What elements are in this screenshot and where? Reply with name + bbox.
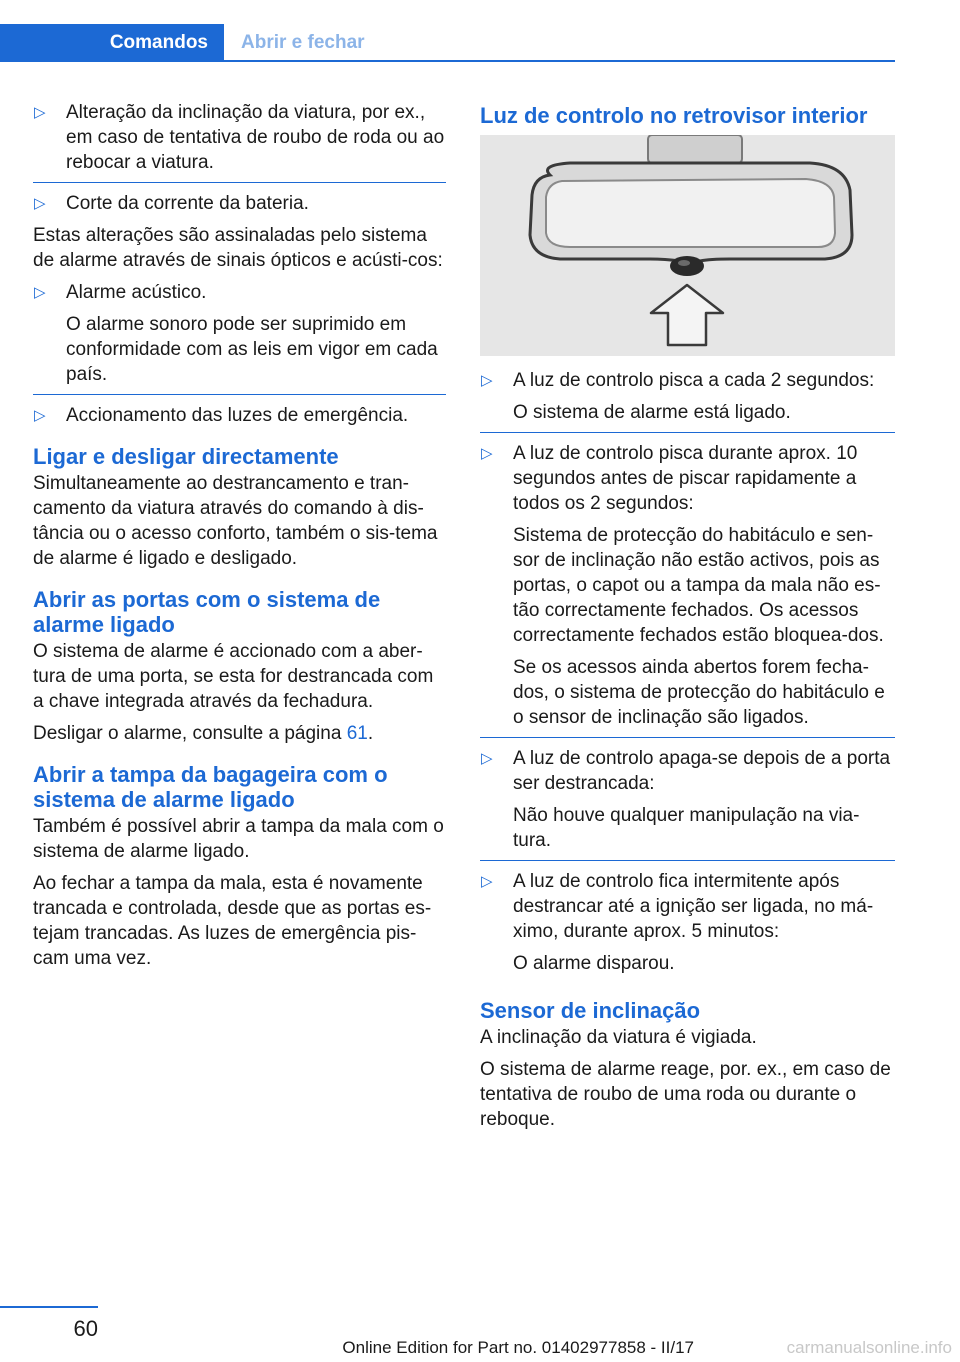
divider xyxy=(33,394,446,395)
mirror-illustration-svg xyxy=(480,135,895,356)
list-item-subtext: Se os acessos ainda abertos forem fecha‐dos, o sistema de protecção do habitáculo e o sensor de inclinação são ligados. xyxy=(513,657,885,728)
list-item xyxy=(33,100,446,175)
triangle-right-icon: ▷ xyxy=(481,750,493,767)
left-column xyxy=(33,100,446,978)
right-column xyxy=(480,100,895,1139)
reference-text: Desligar o alarme, consulte a página xyxy=(33,723,347,744)
page-footer xyxy=(0,1300,960,1362)
triangle-right-icon: ▷ xyxy=(34,284,46,301)
list-item-text: A luz de controlo apaga-se depois de a porta ser destrancada: xyxy=(513,748,891,794)
heading-trunk: Abrir a tampa da bagageira com o sistema de alarme ligado xyxy=(33,762,388,812)
paragraph: Estas alterações são assinaladas pelo sistema de alarme através de sinais ópticos e acústi‐cos: xyxy=(33,225,443,271)
list-item-text: Corte da corrente da bateria. xyxy=(66,193,309,214)
watermark: carmanualsonline.info xyxy=(786,1338,952,1357)
section-tab: Abrir e fechar xyxy=(241,32,365,53)
page-header xyxy=(0,24,895,62)
footer-rule xyxy=(0,1306,98,1308)
divider xyxy=(33,182,446,183)
heading-direct: Ligar e desligar directamente xyxy=(33,444,339,469)
list-item xyxy=(480,869,895,976)
list-item-text: Alarme acústico. xyxy=(66,282,207,303)
reference-suffix: . xyxy=(367,723,374,744)
paragraph: A inclinação da viatura é vigiada. xyxy=(480,1027,757,1048)
list-item xyxy=(33,191,446,216)
chapter-tab: Comandos xyxy=(0,24,224,62)
heading-tilt-sensor: Sensor de inclinação xyxy=(480,998,701,1023)
header-rule xyxy=(0,60,895,62)
divider xyxy=(480,737,895,738)
list-item-subtext: O sistema de alarme está ligado. xyxy=(513,402,791,423)
paragraph: Simultaneamente ao destrancamento e tran‐camento da viatura através do comando à dis‐tância ou o acesso conforto, também o sis‐tema de alarme é ligado e desligado. xyxy=(33,473,438,569)
list-item xyxy=(480,368,895,425)
triangle-right-icon: ▷ xyxy=(34,104,46,121)
list-item-subtext: Sistema de protecção do habitáculo e sen‐sor de inclinação não estão activos, pois as portas, o capot ou a tampa da mala não es‐tão correctamente fechados. Os acessos correctamente fechados estão bloquea‐dos. xyxy=(513,525,884,646)
list-item xyxy=(33,403,446,428)
list-item-subtext: Não houve qualquer manipulação na via‐tura. xyxy=(513,805,860,851)
paragraph: Ao fechar a tampa da mala, esta é novamente trancada e controlada, desde que as portas es‐tejam trancadas. As luzes de emergência pis‐cam uma vez. xyxy=(33,873,432,969)
paragraph: O sistema de alarme é accionado com a aber‐tura de uma porta, se esta for destrancada com a chave integrada através da fechadura. xyxy=(33,641,434,712)
triangle-right-icon: ▷ xyxy=(481,445,493,462)
edition-note: Online Edition for Part no. 01402977858 - II/17 xyxy=(342,1338,694,1357)
paragraph: O sistema de alarme reage, por. ex., em caso de tentativa de roubo de uma roda ou durante o reboque. xyxy=(480,1059,891,1130)
heading-doors: Abrir as portas com o sistema de alarme ligado xyxy=(33,587,381,637)
paragraph: Também é possível abrir a tampa da mala com o sistema de alarme ligado. xyxy=(33,816,444,862)
list-item xyxy=(33,280,446,387)
heading-control-light: Luz de controlo no retrovisor interior xyxy=(480,103,868,128)
list-item xyxy=(480,746,895,853)
list-item-text: A luz de controlo pisca durante aprox. 10 segundos antes de piscar rapidamente a todos os 2 segundos: xyxy=(513,443,858,514)
triangle-right-icon: ▷ xyxy=(481,873,493,890)
paragraph-reference xyxy=(33,721,446,746)
mirror-illustration xyxy=(480,135,895,356)
list-item-text: A luz de controlo pisca a cada 2 segundos: xyxy=(513,370,875,391)
list-item-subtext: O alarme sonoro pode ser suprimido em conformidade com as leis em vigor em cada país. xyxy=(66,314,438,385)
list-item-text: A luz de controlo fica intermitente após destrancar até a ignição ser ligada, no má‐ximo, durante aprox. 5 minutos: xyxy=(513,871,874,942)
page-number: 60 xyxy=(73,1316,98,1341)
list-item-text: Alteração da inclinação da viatura, por ex., em caso de tentativa de roubo de roda ou ao rebocar a viatura. xyxy=(66,102,445,173)
divider xyxy=(480,860,895,861)
divider xyxy=(480,432,895,433)
list-item xyxy=(480,441,895,730)
list-item-text: Accionamento das luzes de emergência. xyxy=(66,405,409,426)
triangle-right-icon: ▷ xyxy=(34,195,46,212)
triangle-right-icon: ▷ xyxy=(481,372,493,389)
list-item-subtext: O alarme disparou. xyxy=(513,953,675,974)
triangle-right-icon: ▷ xyxy=(34,407,46,424)
page-link[interactable]: 61 xyxy=(346,723,368,744)
